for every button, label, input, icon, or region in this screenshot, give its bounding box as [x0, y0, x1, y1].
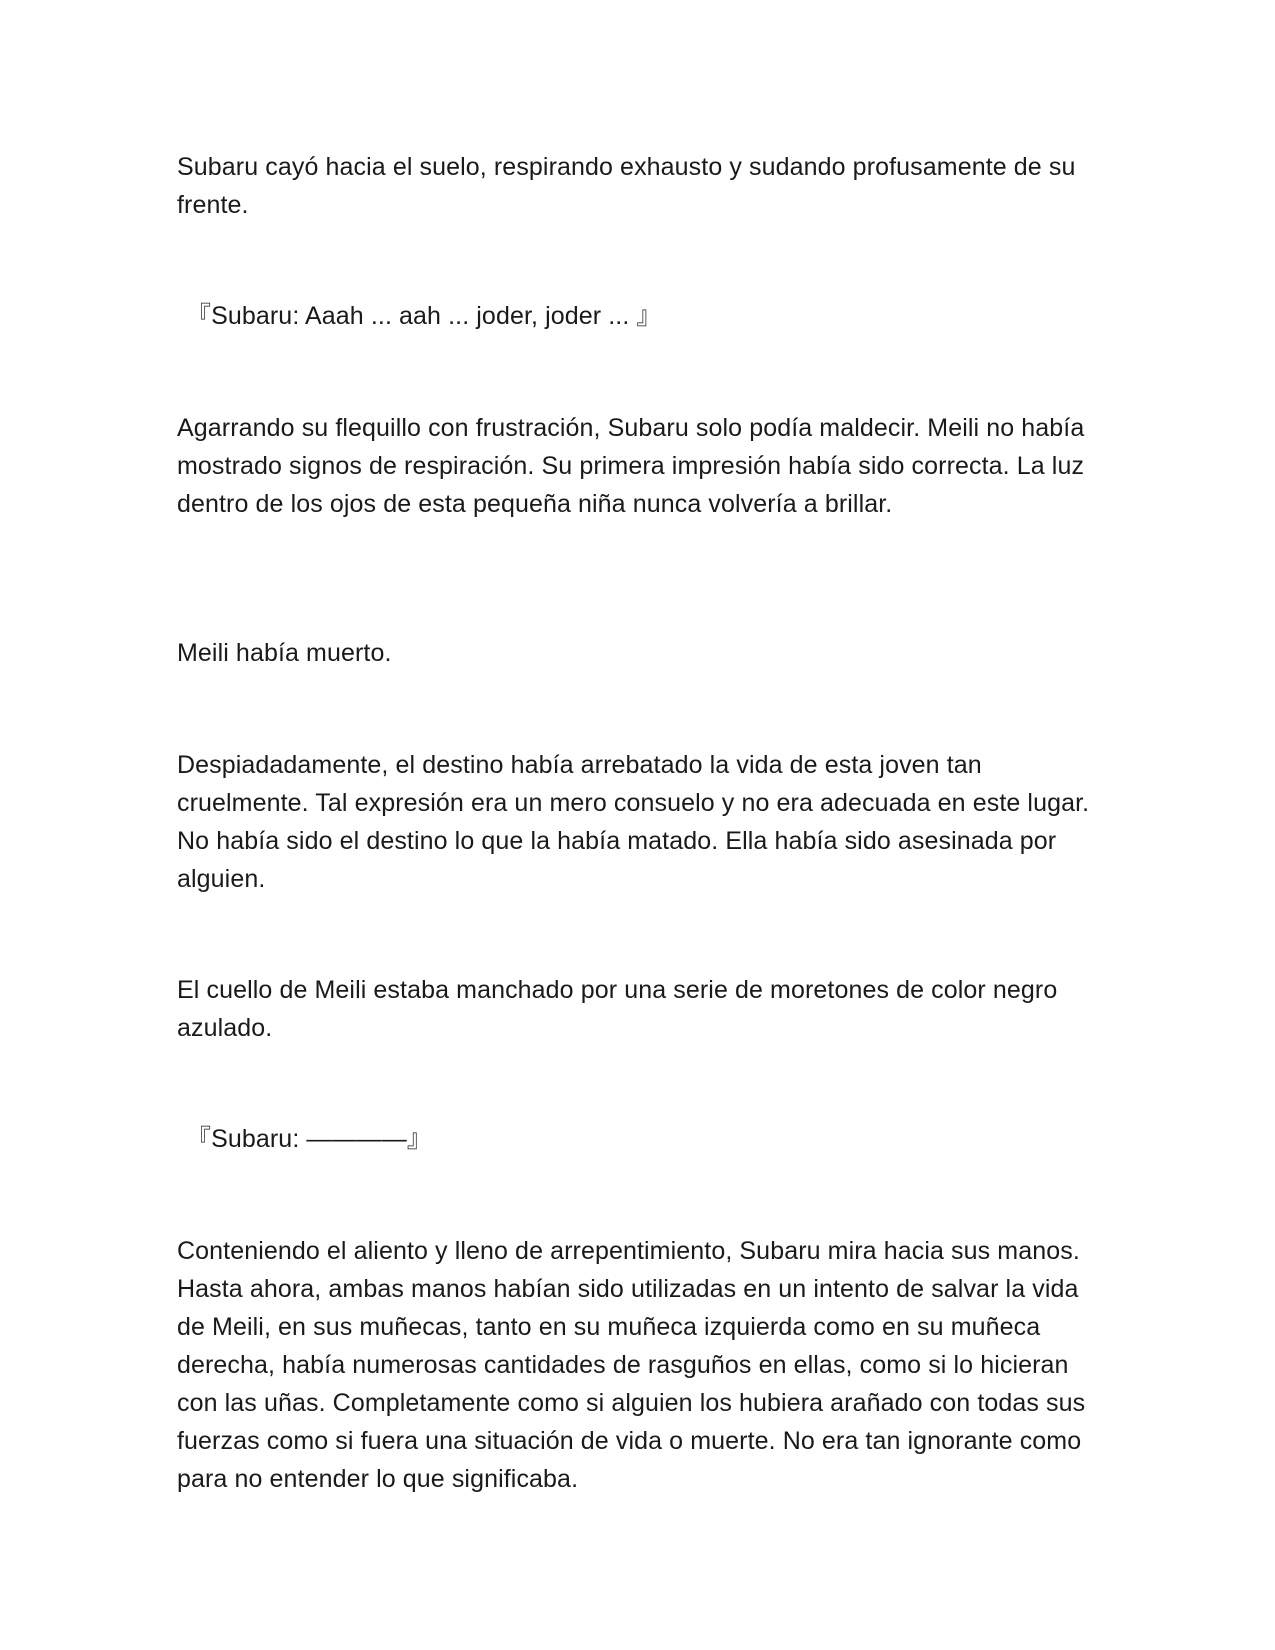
narration-paragraph: Agarrando su flequillo con frustración, Subaru solo podía maldecir. Meili no había mostrado signos de respiración. Su primera impresión había sido correcta. La luz dentro de los ojos de esta pequeña niña nunca volvería a brillar. — [177, 414, 1085, 518]
narration-paragraph: Subaru cayó hacia el suelo, respirando exhausto y sudando profusamente de su frente. — [177, 153, 1076, 219]
narration-paragraph: Conteniendo el aliento y lleno de arrepentimiento, Subaru mira hacia sus manos. Hasta ahora, ambas manos habían sido utilizadas en un intento de salvar la vida de Meili, en sus muñecas, tanto en su muñeca izquierda como en su muñeca derecha, había numerosas cantidades de rasguños en ellas, como si lo hicieran con las uñas. Completamente como si alguien los hubiera arañado con todas sus fuerzas como si fuera una situación de vida o muerte. No era tan ignorante como para no entender lo que significaba. — [177, 1237, 1086, 1493]
narration-paragraph: Meili había muerto. — [177, 639, 392, 667]
narration-paragraph: Despiadadamente, el destino había arrebatado la vida de esta joven tan cruelmente. Tal expresión era un mero consuelo y no era adecuada en este lugar. No había sido el destino lo que la había matado. Ella había sido asesinada por alguien. — [177, 751, 1090, 893]
narration-paragraph: El cuello de Meili estaba manchado por una serie de moretones de color negro azulado. — [177, 976, 1058, 1042]
dialogue-line: 『Subaru: Aaah ... aah ... joder, joder ... 』 — [186, 302, 662, 330]
dialogue-line: 『Subaru: ————』 — [186, 1125, 432, 1153]
